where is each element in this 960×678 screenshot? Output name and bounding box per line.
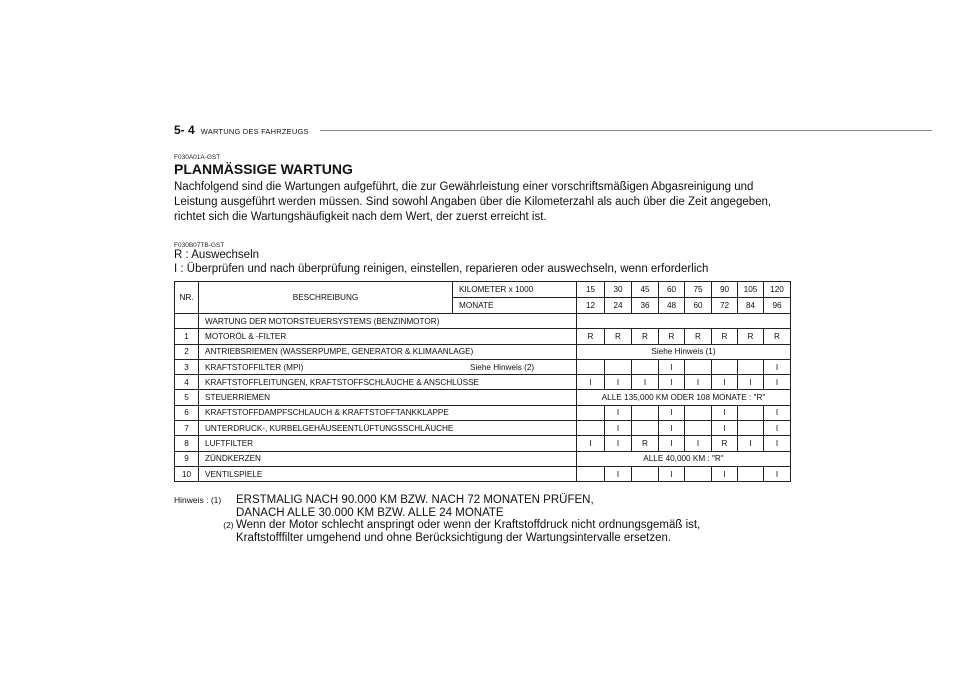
months-header: 36 (632, 298, 659, 314)
table-row (175, 344, 791, 359)
row-description (199, 405, 577, 420)
note-1-text: ERSTMALIG NACH 90.000 KM BZW. NACH 72 MONATEN PRÜFEN, DANACH ALLE 30.000 KM BZW. ALLE 24 MONATE (236, 494, 594, 519)
group-title: WARTUNG DER MOTORSTEUERSYSTEMS (BENZINMOTOR) (199, 314, 577, 329)
row-description (199, 359, 577, 374)
maintenance-schedule-table (174, 281, 791, 482)
legend-r: R : Auswechseln (174, 249, 260, 261)
row-number: 4 (175, 375, 199, 390)
row-interval-span: ALLE 40,000 KM : "R" (577, 451, 791, 466)
header-rule (320, 130, 932, 131)
doc-code-2: F030B07TB-GST (174, 242, 225, 249)
interval-cell (738, 359, 764, 374)
interval-cell: R (712, 436, 738, 451)
page-title: PLANMÄSSIGE WARTUNG (174, 161, 353, 177)
section-number: 5- 4 (174, 123, 195, 137)
row-interval-span: Siehe Hinweis (1) (577, 344, 791, 359)
interval-cell (685, 421, 712, 436)
interval-cell (577, 359, 605, 374)
row-description-text: VENTILSPIELE (205, 469, 263, 479)
row-number: 7 (175, 421, 199, 436)
table-row (175, 436, 791, 451)
km-header: 60 (659, 282, 685, 298)
interval-cell: I (659, 466, 685, 481)
interval-cell (712, 359, 738, 374)
months-header: 24 (605, 298, 632, 314)
interval-cell: I (577, 375, 605, 390)
km-header: 105 (738, 282, 764, 298)
months-header: 12 (577, 298, 605, 314)
interval-cell: I (764, 436, 791, 451)
interval-cell: R (605, 329, 632, 344)
legend (174, 249, 708, 276)
km-header: 45 (632, 282, 659, 298)
interval-cell: I (577, 436, 605, 451)
interval-cell: I (659, 436, 685, 451)
interval-cell: I (764, 375, 791, 390)
row-number: 1 (175, 329, 199, 344)
interval-cell (632, 421, 659, 436)
months-header: 84 (738, 298, 764, 314)
interval-cell (685, 405, 712, 420)
interval-cell: R (659, 329, 685, 344)
interval-cell (577, 405, 605, 420)
section-title: WARTUNG DES FAHRZEUGS (200, 127, 309, 136)
interval-cell: I (605, 436, 632, 451)
interval-cell: I (712, 375, 738, 390)
interval-cell (685, 359, 712, 374)
row-description-text: UNTERDRUCK-, KURBELGEHÄUSEENTLÜFTUNGSSCHLÄUCHE (205, 423, 454, 433)
row-description-text: ZÜNDKERZEN (205, 454, 261, 464)
doc-code-1: F030A01A-GST (174, 154, 221, 161)
months-header: 96 (764, 298, 791, 314)
interval-cell: R (577, 329, 605, 344)
interval-cell: I (659, 375, 685, 390)
interval-cell (632, 405, 659, 420)
note-2-number: (2) (223, 520, 234, 530)
km-header: 30 (605, 282, 632, 298)
interval-cell (577, 421, 605, 436)
notes (174, 494, 700, 544)
row-description (199, 375, 577, 390)
row-description (199, 344, 577, 359)
group-nr-cell (175, 314, 199, 329)
note-1-label: Hinweis : (1) (174, 495, 222, 505)
km-header: 90 (712, 282, 738, 298)
row-number: 9 (175, 451, 199, 466)
km-header: 120 (764, 282, 791, 298)
months-label: MONATE (453, 298, 577, 314)
row-description-text: LUFTFILTER (205, 439, 254, 449)
interval-cell: R (764, 329, 791, 344)
interval-cell: I (685, 375, 712, 390)
row-number: 6 (175, 405, 199, 420)
interval-cell: I (764, 466, 791, 481)
table-row (175, 405, 791, 420)
km-header: 75 (685, 282, 712, 298)
row-description-text: KRAFTSTOFFLEITUNGEN, KRAFTSTOFFSCHLÄUCHE & ANSCHLÜSSE (205, 377, 480, 387)
table-row (175, 451, 791, 466)
interval-cell: I (659, 421, 685, 436)
interval-cell: I (605, 421, 632, 436)
intro-paragraph: Nachfolgend sind die Wartungen aufgeführt, die zur Gewährleistung einer vorschriftsmäßigen Abgasreinigung und Leistung ausgeführt werden müssen. Sind sowohl Angaben über die Kilometerzahl als auch über die Zeit angegeben, richtet sich die Wartungshäufigkeit nach dem Wert, der zuerst erreicht ist. (174, 181, 772, 223)
interval-cell: I (764, 359, 791, 374)
interval-cell (738, 421, 764, 436)
interval-cell: I (659, 359, 685, 374)
interval-cell: I (738, 375, 764, 390)
note-2-text: Wenn der Motor schlecht anspringt oder wenn der Kraftstoffdruck nicht ordnungsgemäß ist, Kraftstofffilter umgehend und ohne Berücksichtigung der Wartungsintervalle ersetzen. (236, 519, 701, 544)
interval-cell: I (738, 436, 764, 451)
km-header: 15 (577, 282, 605, 298)
interval-cell: I (712, 466, 738, 481)
interval-cell: R (632, 436, 659, 451)
desc-header: BESCHREIBUNG (199, 282, 453, 314)
table-row (175, 390, 791, 405)
row-description (199, 390, 577, 405)
table-row (175, 375, 791, 390)
interval-cell: R (685, 329, 712, 344)
interval-cell: I (764, 421, 791, 436)
table-row (175, 421, 791, 436)
row-description-text: MOTORÖL & -FILTER (205, 331, 287, 341)
interval-cell: I (632, 375, 659, 390)
interval-cell (605, 359, 632, 374)
months-header: 72 (712, 298, 738, 314)
table-row (175, 359, 791, 374)
row-description-text: STEUERRIEMEN (205, 393, 271, 403)
row-description (199, 451, 577, 466)
row-number: 10 (175, 466, 199, 481)
km-label: KILOMETER x 1000 (453, 282, 577, 298)
interval-cell (738, 466, 764, 481)
row-note: Siehe Hinweis (2) (470, 362, 535, 372)
interval-cell (577, 466, 605, 481)
schedule-body (175, 282, 791, 482)
row-number: 5 (175, 390, 199, 405)
interval-cell (632, 359, 659, 374)
legend-i: I : Überprüfen und nach überprüfung reinigen, einstellen, reparieren oder auswechseln, wenn erforderlich (174, 262, 709, 275)
row-description (199, 466, 577, 481)
months-header: 60 (685, 298, 712, 314)
interval-cell: I (764, 405, 791, 420)
interval-cell: I (605, 375, 632, 390)
row-description-text: KRAFTSTOFFDAMPFSCHLAUCH & KRAFTSTOFFTANKKLAPPE (205, 408, 449, 418)
interval-cell (738, 405, 764, 420)
row-description-text: KRAFTSTOFFILTER (MPI) (205, 362, 304, 372)
interval-cell: R (738, 329, 764, 344)
interval-cell: I (605, 405, 632, 420)
interval-cell: I (685, 436, 712, 451)
interval-cell: R (712, 329, 738, 344)
interval-cell: I (712, 421, 738, 436)
row-description (199, 421, 577, 436)
note-2-label (174, 519, 236, 544)
row-number: 8 (175, 436, 199, 451)
row-number: 3 (175, 359, 199, 374)
page-header (174, 123, 309, 137)
interval-cell: I (605, 466, 632, 481)
row-interval-span: ALLE 135,000 KM ODER 108 MONATE : "R" (577, 390, 791, 405)
table-row (175, 466, 791, 481)
group-blank-cell (577, 314, 791, 329)
row-number: 2 (175, 344, 199, 359)
row-description (199, 436, 577, 451)
row-description-text: ANTRIEBSRIEMEN (WASSERPUMPE, GENERATOR & KLIMAANLAGE) (205, 347, 474, 357)
interval-cell: I (712, 405, 738, 420)
months-header: 48 (659, 298, 685, 314)
table-row (175, 329, 791, 344)
interval-cell: R (632, 329, 659, 344)
interval-cell: I (659, 405, 685, 420)
nr-header: NR. (175, 282, 199, 314)
interval-cell (685, 466, 712, 481)
row-description (199, 329, 577, 344)
interval-cell (632, 466, 659, 481)
